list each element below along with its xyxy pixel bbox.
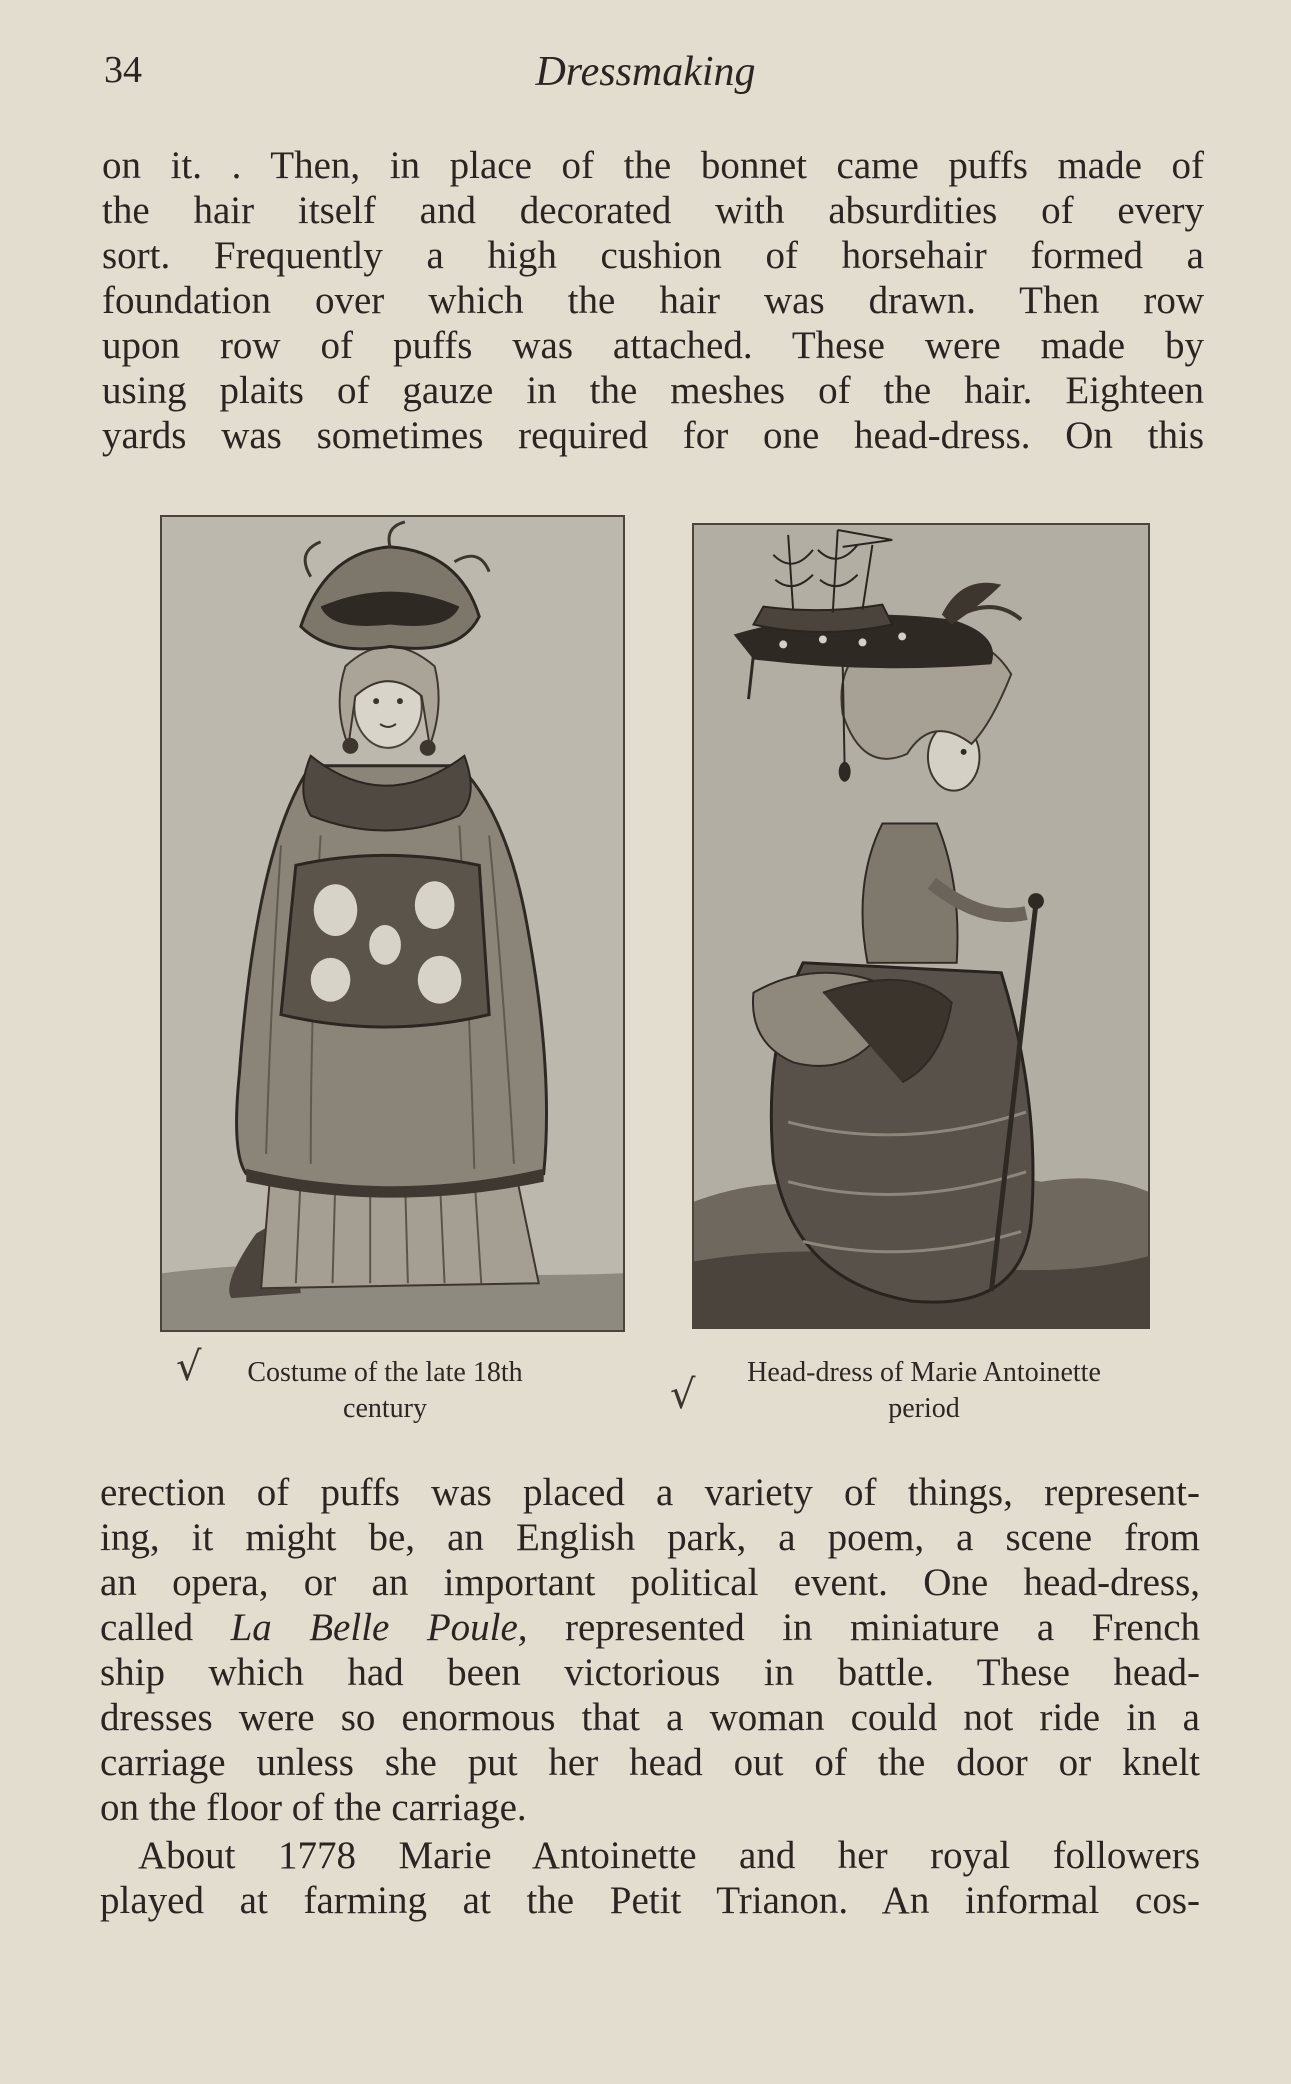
figure-caption-right	[700, 1355, 1148, 1427]
text-line: on the floor of the carriage.	[100, 1786, 527, 1829]
figure-caption-left	[210, 1355, 560, 1427]
caption-line: Costume of the late 18th	[247, 1357, 523, 1388]
text-line: an opera, or an important political event. One head-dress,	[100, 1561, 1200, 1604]
figure-headdress-illustration	[692, 523, 1150, 1329]
figure-costume-illustration	[160, 515, 625, 1332]
page-number: 34	[104, 49, 142, 91]
text-line: foundation over which the hair was drawn. Then row	[102, 279, 1204, 322]
paragraph-next	[100, 1833, 1200, 1923]
caption-line: century	[343, 1393, 427, 1424]
caption-line: period	[888, 1393, 960, 1424]
paragraph-bottom	[100, 1470, 1200, 1830]
text-line: erection of puffs was placed a variety of things, represent-	[100, 1471, 1200, 1514]
text-line: on it. . Then, in place of the bonnet came puffs made of	[102, 144, 1204, 187]
text-line: played at farming at the Petit Trianon. An informal cos-	[100, 1879, 1200, 1922]
text-segment: represented in miniature a French	[527, 1606, 1201, 1649]
check-mark-icon: √	[176, 1344, 202, 1390]
running-head: Dressmaking	[535, 49, 756, 95]
text-line: ing, it might be, an English park, a poem, a scene from	[100, 1516, 1200, 1559]
text-line: yards was sometimes required for one head-dress. On this	[102, 414, 1204, 457]
text-segment: called	[100, 1606, 231, 1649]
caption-line: Head-dress of Marie Antoinette	[747, 1357, 1101, 1388]
costume-engraving	[162, 517, 623, 1330]
headdress-engraving	[694, 525, 1148, 1327]
text-line: sort. Frequently a high cushion of horsehair formed a	[102, 234, 1204, 277]
text-line: ship which had been victorious in battle. These head-	[100, 1651, 1200, 1694]
text-line: using plaits of gauze in the meshes of the hair. Eighteen	[102, 369, 1204, 412]
ship-name-italic: La Belle Poule,	[230, 1606, 528, 1649]
text-line: the hair itself and decorated with absurdities of every	[102, 189, 1204, 232]
check-mark-icon: √	[670, 1372, 696, 1418]
paragraph-top	[102, 143, 1204, 458]
text-line	[100, 1605, 1200, 1650]
text-line: dresses were so enormous that a woman could not ride in a	[100, 1696, 1200, 1739]
text-line: About 1778 Marie Antoinette and her royal followers	[138, 1834, 1200, 1877]
text-line: carriage unless she put her head out of the door or knelt	[100, 1741, 1200, 1784]
text-line: upon row of puffs was attached. These were made by	[102, 324, 1204, 367]
